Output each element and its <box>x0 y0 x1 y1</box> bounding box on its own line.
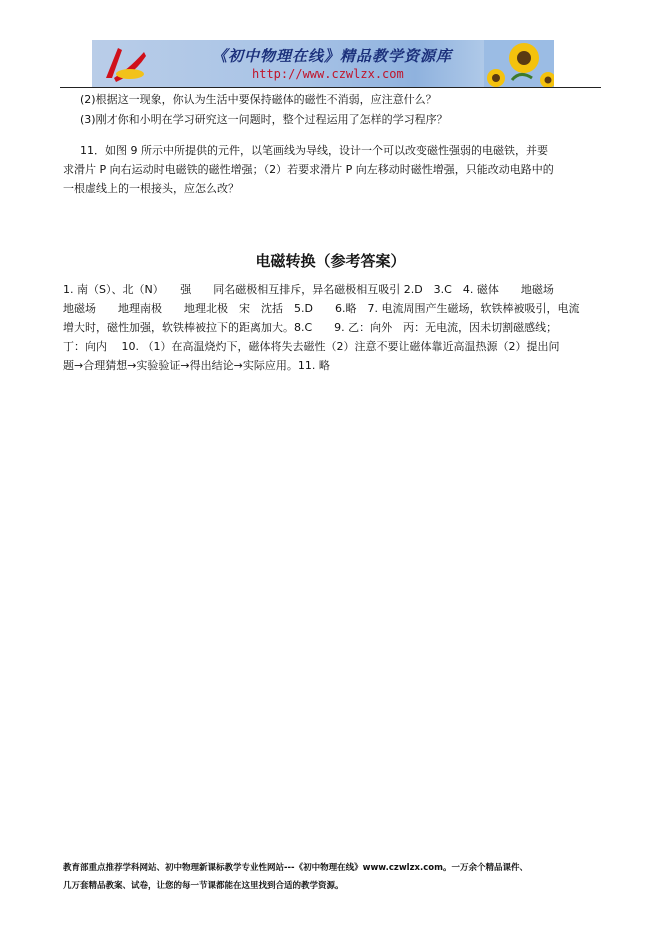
question-10-part-3: (3)刚才你和小明在学习研究这一问题时，整个过程运用了怎样的学习程序？ <box>80 113 448 126</box>
answer-line: 丁：向内 10. （1）在高温烧灼下，磁体将失去磁性（2）注意不要让磁体靠近高温热源（2）提出问 <box>63 340 560 353</box>
banner-url[interactable]: http://www.czwlzx.com <box>252 67 404 81</box>
footer-line-2: 几万套精品教案、试卷，让您的每一节课都能在这里找到合适的教学资源。 <box>63 881 344 891</box>
header-banner <box>92 40 554 87</box>
question-11-line-3: 一根虚线上的一根接头，应怎么改？ <box>63 182 239 195</box>
question-10-part-2: (2)根据这一现象，你认为生活中要保持磁体的磁性不消弱，应注意什么？ <box>80 93 437 106</box>
footer-line-1: 教育部重点推荐学科网站、初中物理新课标教学专业性网站---《初中物理在线》www.czwlzx.com。一万余个精品课件、 <box>63 863 528 873</box>
header-rule <box>60 87 601 88</box>
answer-line: 地磁场 地理南极 地理北极 宋 沈括 5.D 6.略 7. 电流周围产生磁场，软铁棒被吸引，电流 <box>63 302 580 315</box>
banner-title: 《初中物理在线》精品教学资源库 <box>212 47 453 65</box>
sunflower-icon <box>484 40 554 87</box>
answer-line: 1. 南（S）、北（N） 强 同名磁极相互排斥，异名磁极相互吸引 2.D 3.C 4. 磁体 地磁场 <box>63 283 554 296</box>
answer-line: 题→合理猜想→实验验证→得出结论→实际应用。11. 略 <box>63 359 330 372</box>
site-logo-icon <box>100 44 148 84</box>
answers-title: 电磁转换（参考答案） <box>255 252 406 270</box>
question-11-line-1: 11．如图 9 所示中所提供的元件，以笔画线为导线，设计一个可以改变磁性强弱的电磁铁，并要 <box>80 144 548 157</box>
answer-line: 增大时，磁性加强，软铁棒被拉下的距离加大。8.C 9. 乙：向外 丙：无电流，因未切割磁感线； <box>63 321 558 334</box>
question-11-line-2: 求滑片 P 向右运动时电磁铁的磁性增强；（2）若要求滑片 P 向左移动时磁性增强，只能改动电路中的 <box>63 163 554 176</box>
footer-note <box>63 859 528 895</box>
